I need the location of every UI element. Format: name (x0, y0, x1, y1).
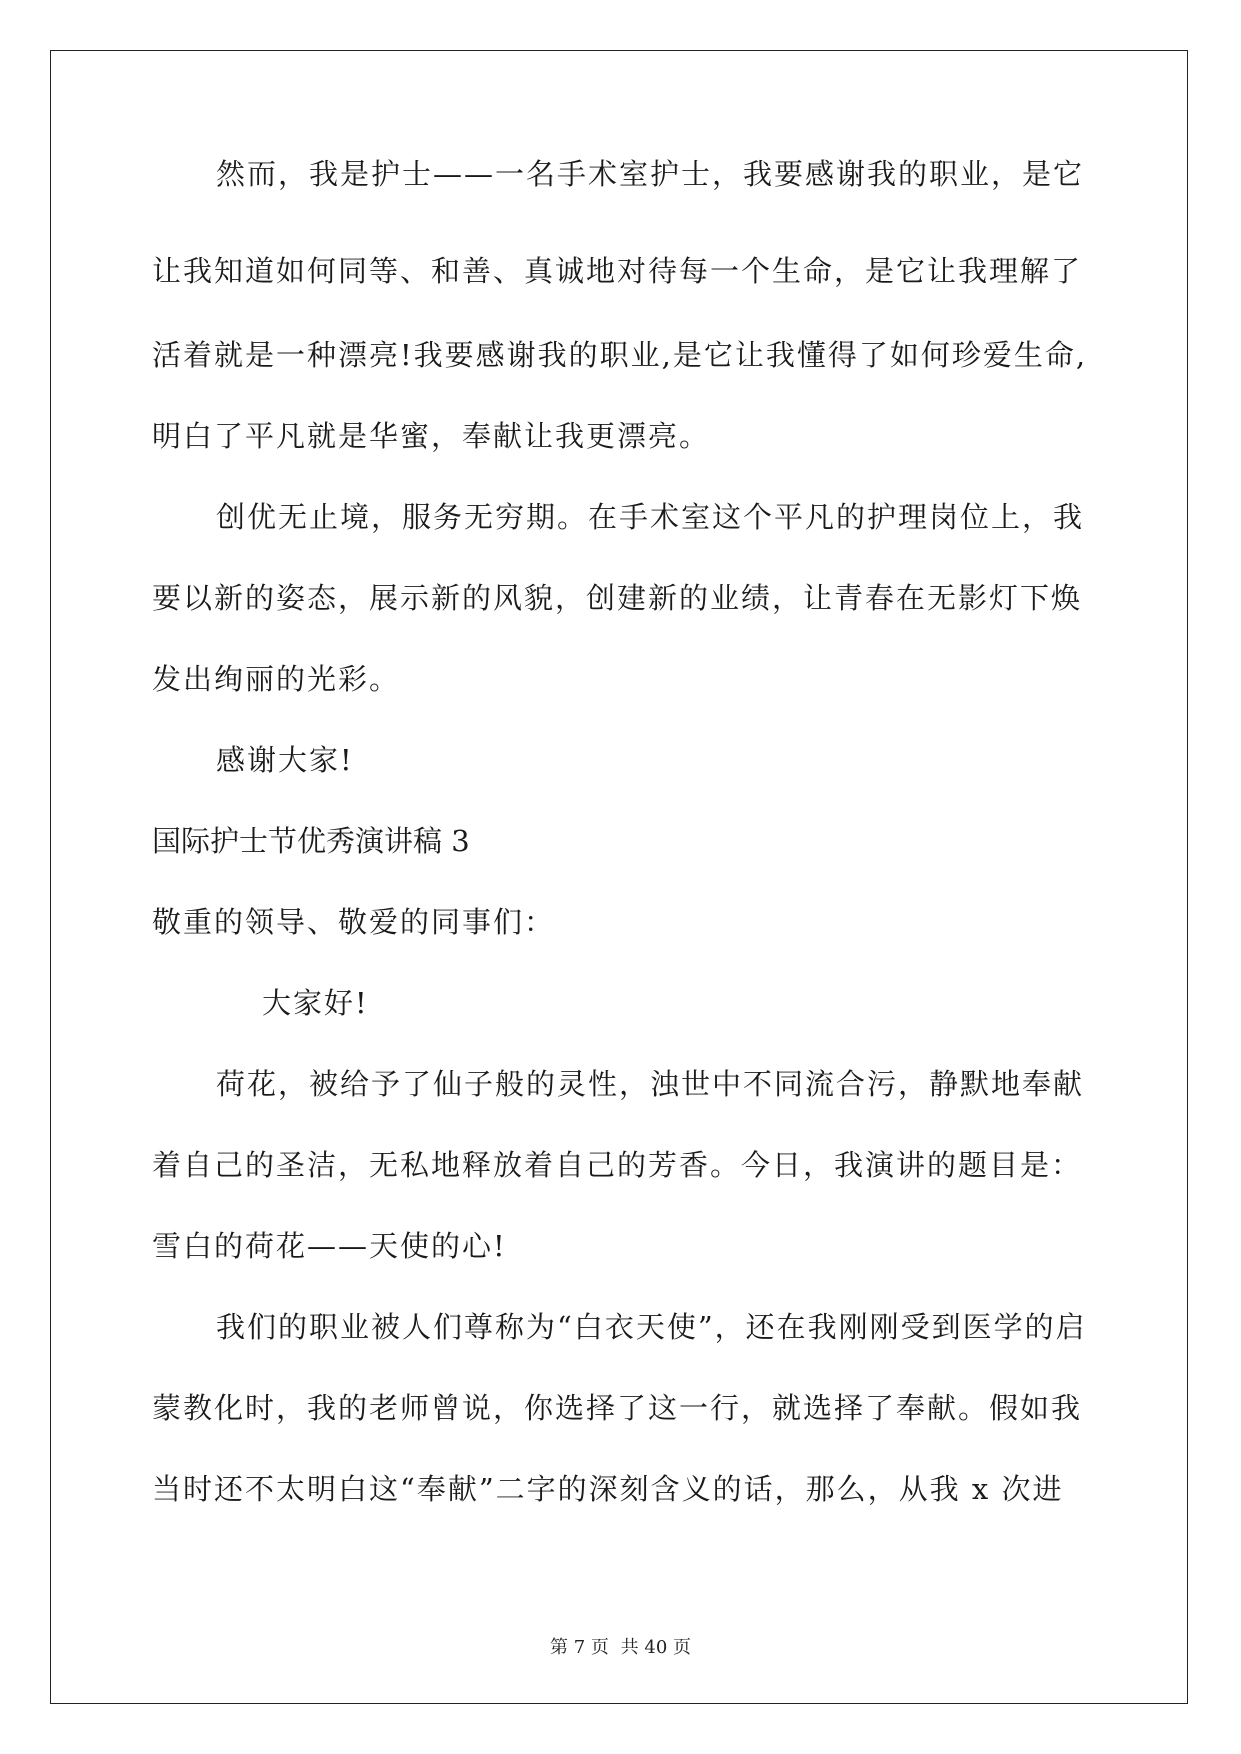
paragraph-line: 当时还不太明白这“奉献”二字的深刻含义的话，那么，从我 x 次进 (152, 1472, 1064, 1506)
section-title: 国际护士节优秀演讲稿 3 (152, 824, 470, 858)
paragraph-line: 荷花，被给予了仙子般的灵性，浊世中不同流合污，静默地奉献 (216, 1067, 1085, 1101)
paragraph-line: 要以新的姿态，展示新的风貌，创建新的业绩，让青春在无影灯下焕 (152, 581, 1083, 615)
greeting: 大家好! (262, 986, 369, 1020)
paragraph-line: 我们的职业被人们尊称为“白衣天使”，还在我刚刚受到医学的启 (216, 1310, 1087, 1344)
page-footer (0, 1637, 1241, 1659)
paragraph-line: 感谢大家! (216, 743, 354, 777)
paragraph-line: 活着就是一种漂亮!我要感谢我的职业,是它让我懂得了如何珍爱生命, (152, 338, 1088, 372)
paragraph-line: 雪白的荷花——天使的心! (152, 1229, 507, 1263)
paragraph-line: 蒙教化时，我的老师曾说，你选择了这一行，就选择了奉献。假如我 (152, 1391, 1083, 1425)
paragraph-line: 创优无止境，服务无穷期。在手术室这个平凡的护理岗位上，我 (216, 500, 1085, 534)
salutation: 敬重的领导、敬爱的同事们： (152, 905, 556, 939)
paragraph-line: 发出绚丽的光彩。 (152, 662, 401, 696)
page-total: 共 40 页 (620, 1637, 691, 1658)
page-number: 第 7 页 (550, 1637, 609, 1658)
paragraph-line: 然而，我是护士——一名手术室护士，我要感谢我的职业，是它 (216, 157, 1085, 191)
paragraph-line: 着自己的圣洁，无私地释放着自己的芳香。今日，我演讲的题目是： (152, 1148, 1083, 1182)
paragraph-line: 让我知道如何同等、和善、真诚地对待每一个生命，是它让我理解了 (152, 254, 1083, 288)
paragraph-line: 明白了平凡就是华蜜，奉献让我更漂亮。 (152, 419, 711, 453)
page-border (50, 50, 1188, 1704)
